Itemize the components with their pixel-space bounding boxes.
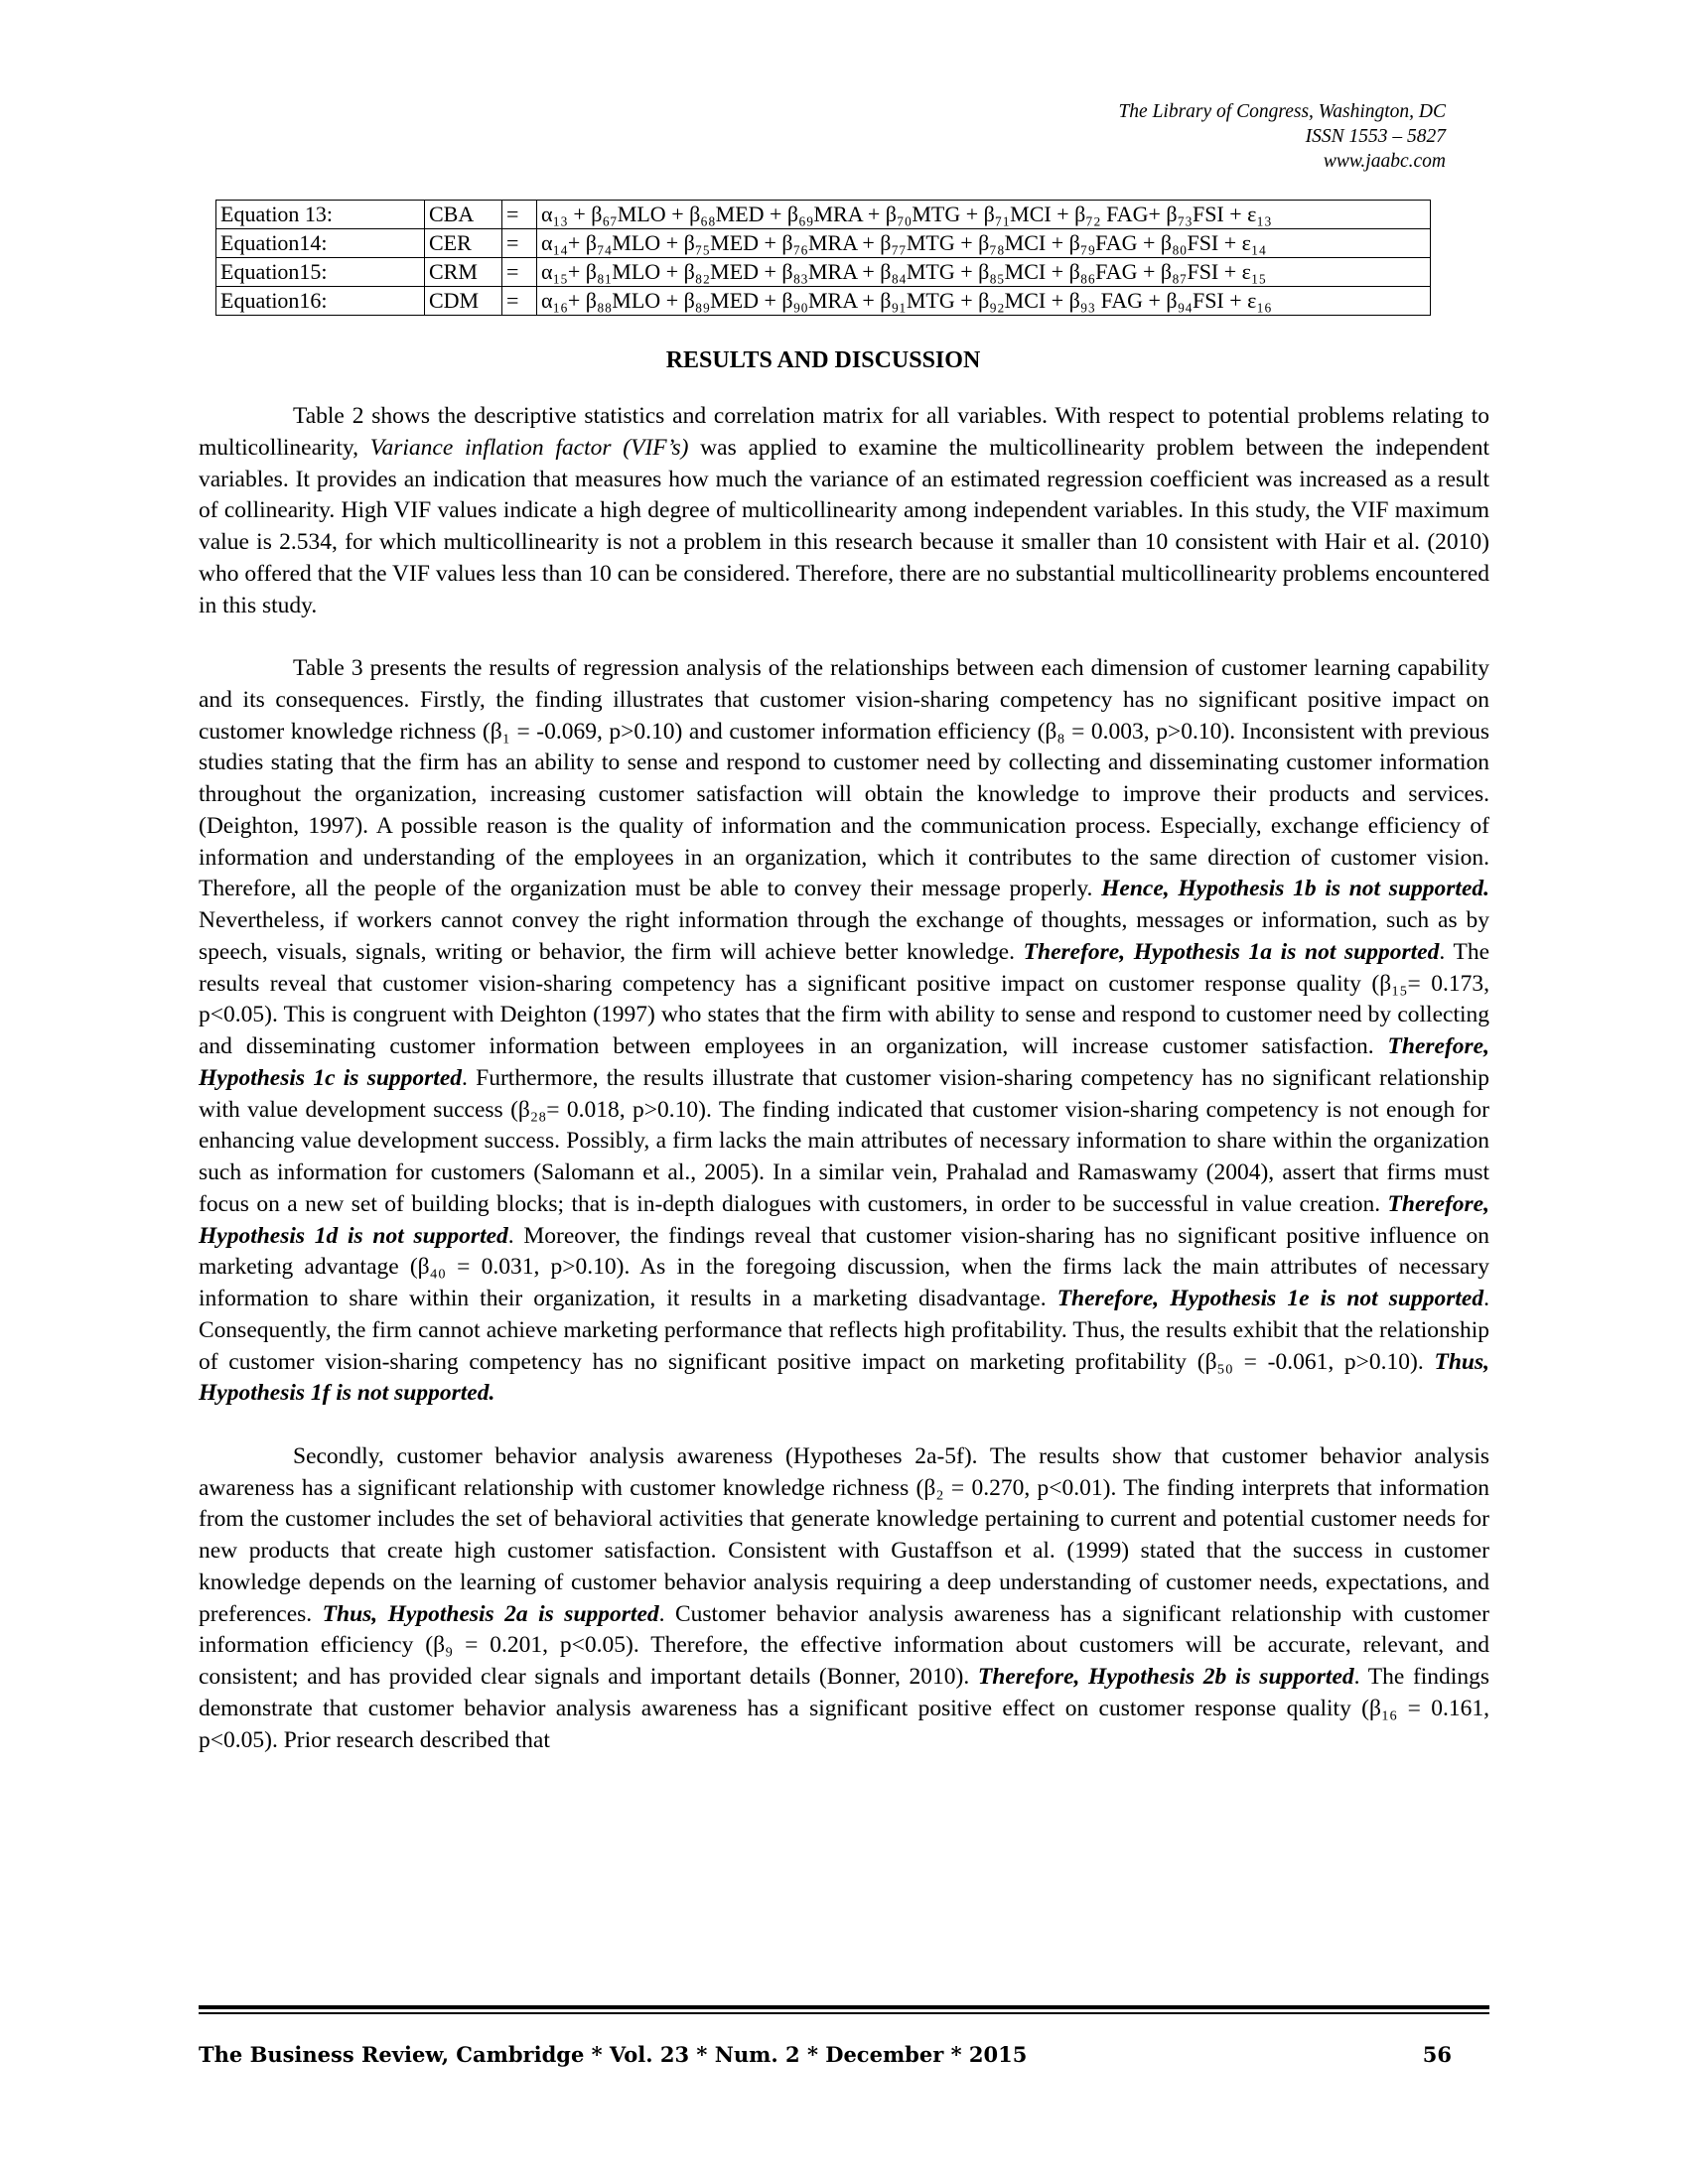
text-run: . The results reveal that customer vision-sharing competency has a significant positive impact on customer response quality (β₁₅= 0.173, p<0.05). This is congruent with Deighton (1997) who states that the firm with ability to sense and respond to customer need by collecting and disseminating customer information between employees in an organization, will increase customer satisfaction. bbox=[199, 938, 1489, 1059]
text-run: . Moreover, the findings reveal that customer vision-sharing has no significant positive influence on marketing advantage (β₄₀ = 0.031, p>0.10). As in the foregoing discussion, when the firms lack the main attributes of necessary information to share within their organization, it results in a marketing disadvantage. bbox=[199, 1222, 1489, 1311]
page-number: 56 bbox=[1422, 2042, 1452, 2067]
equation-row bbox=[216, 201, 1431, 229]
article-body bbox=[199, 401, 1489, 1788]
footer-rule-thin bbox=[199, 2012, 1489, 2014]
page-footer bbox=[199, 2040, 1489, 2070]
header-issn-line: ISSN 1553 – 5827 bbox=[1305, 126, 1446, 147]
header-website-line: www.jaabc.com bbox=[1323, 151, 1446, 172]
equals-sign: = bbox=[502, 229, 537, 258]
header-library-line: The Library of Congress, Washington, DC bbox=[1118, 101, 1446, 122]
hypothesis-1a-result: Therefore, Hypothesis 1a is not supported bbox=[1023, 938, 1440, 965]
equation-expression: α₁₅+ β₈₁MLO + β₈₂MED + β₈₃MRA + β₈₄MTG + β₈₅MCI + β₈₆FAG + β₈₇FSI + ε₁₅ bbox=[537, 258, 1431, 287]
hypothesis-2a-result: Thus, Hypothesis 2a is supported bbox=[322, 1600, 659, 1627]
section-heading: RESULTS AND DISCUSSION bbox=[665, 347, 981, 373]
hypothesis-1c-result: Therefore, Hypothesis 1c is supported bbox=[199, 1033, 1489, 1091]
hypothesis-2b-result: Therefore, Hypothesis 2b is supported bbox=[977, 1664, 1354, 1690]
text-run: Secondly, customer behavior analysis awareness (Hypotheses 2a-5f). The results show that customer behavior analysis awareness has a significant relationship with customer knowledge richness (β₂ = 0.270, p<0.01). The finding interprets that information from the customer includes the set of behavioral activities that generate knowledge pertaining to current and potential customer needs for new products that create high customer satisfaction. Consistent with Gustaffson et al. (1999) stated that the success in customer knowledge depends on the learning of customer behavior analysis requiring a deep understanding of customer needs, expectations, and preferences. bbox=[199, 1442, 1489, 1627]
text-run: . Furthermore, the results illustrate that customer vision-sharing competency has no significant relationship with value development success (β₂₈= 0.018, p>0.10). The finding indicated that customer vision-sharing competency is not enough for enhancing value development success. Possibly, a firm lacks the main attributes of necessary information to share within the organization such as information for customers (Salomann et al., 2005). In a similar vein, Prahalad and Ramaswamy (2004), assert that firms must focus on a new set of building blocks; that is in-depth dialogues with customers, in order to be successful in value creation. bbox=[199, 1064, 1489, 1217]
hypothesis-1b-result: Hence, Hypothesis 1b is not supported. bbox=[1101, 876, 1489, 902]
equals-sign: = bbox=[502, 287, 537, 316]
equation-label: Equation 13: bbox=[216, 201, 425, 229]
text-run: Table 3 presents the results of regression analysis of the relationships between each dimension of customer learning capability and its consequences. Firstly, the finding illustrates that customer vision-sharing competency has no significant positive impact on customer knowledge richness (β₁ = -0.069, p>0.10) and customer information efficiency (β₈ = 0.003, p>0.10). Inconsistent with previous studies stating that the firm has an ability to sense and respond to customer need by collecting and disseminating customer information throughout the organization, increasing customer satisfaction will obtain the knowledge to improve their products and services. (Deighton, 1997). A possible reason is the quality of information and the communication process. Especially, exchange efficiency of information and understanding of the employees in an organization, which it contributes to the same direction of customer vision. Therefore, all the people of the organization must be able to convey their message properly. bbox=[199, 655, 1489, 902]
text-run: Nevertheless, if workers cannot convey the right information through the exchange of thoughts, messages or information, such as by speech, visuals, signals, writing or behavior, the firm will achieve better knowledge. bbox=[199, 907, 1489, 965]
vif-term: Variance inflation factor (VIF’s) bbox=[369, 434, 689, 461]
journal-citation: The Business Review, Cambridge * Vol. 23 * Num. 2 * December * 2015 bbox=[199, 2042, 1028, 2067]
text-run: Table 2 shows the descriptive statistics and correlation matrix for all variables. With respect to potential problems relating to multicollinearity, bbox=[199, 403, 1489, 461]
text-run: . The findings demonstrate that customer behavior analysis awareness has a significant positive effect on customer response quality (β₁₆ = 0.161, p<0.05). Prior research described that bbox=[199, 1664, 1489, 1753]
equation-row bbox=[216, 287, 1431, 316]
equation-expression: α₁₆+ β₈₈MLO + β₈₉MED + β₉₀MRA + β₉₁MTG + β₉₂MCI + β₉₃ FAG + β₉₄FSI + ε₁₆ bbox=[537, 287, 1431, 316]
hypothesis-1e-result: Therefore, Hypothesis 1e is not supported bbox=[1056, 1286, 1484, 1311]
equation-expression: α₁₃ + β₆₇MLO + β₆₈MED + β₆₉MRA + β₇₀MTG + β₇₁MCI + β₇₂ FAG+ β₇₃FSI + ε₁₃ bbox=[537, 201, 1431, 229]
equation-label: Equation14: bbox=[216, 229, 425, 258]
equals-sign: = bbox=[502, 258, 537, 287]
equations-table bbox=[215, 200, 1431, 316]
hypothesis-1d-result: Therefore, Hypothesis 1d is not supported bbox=[199, 1190, 1489, 1249]
equation-row bbox=[216, 258, 1431, 287]
paragraph-hypothesis-2 bbox=[199, 1441, 1489, 1757]
paragraph-hypothesis-1 bbox=[199, 653, 1489, 1410]
equation-row bbox=[216, 229, 1431, 258]
equation-expression: α₁₄+ β₇₄MLO + β₇₅MED + β₇₆MRA + β₇₇MTG + β₇₈MCI + β₇₉FAG + β₈₀FSI + ε₁₄ bbox=[537, 229, 1431, 258]
hypothesis-1f-result: Thus, Hypothesis 1f is not supported. bbox=[199, 1348, 1489, 1407]
equation-label: Equation15: bbox=[216, 258, 425, 287]
equation-variable: CRM bbox=[425, 258, 502, 287]
footer-rule-thick bbox=[199, 2005, 1489, 2009]
text-run: was applied to examine the multicollinearity problem between the independent variables. It provides an indication that measures how much the variance of an estimated regression coefficient was increased as a result of collinearity. High VIF values indicate a high degree of multicollinearity among independent variables. In this study, the VIF maximum value is 2.534, for which multicollinearity is not a problem in this research because it smaller than 10 consistent with Hair et al. (2010) who offered that the VIF values less than 10 can be considered. Therefore, there are no substantial multicollinearity problems encountered in this study. bbox=[199, 434, 1489, 618]
text-run: . Consequently, the firm cannot achieve marketing performance that reflects high profitability. Thus, the results exhibit that the relationship of customer vision-sharing competency has no significant positive impact on marketing profitability (β₅₀ = -0.061, p>0.10). bbox=[199, 1286, 1489, 1375]
running-header bbox=[1118, 99, 1446, 174]
equation-label: Equation16: bbox=[216, 287, 425, 316]
equals-sign: = bbox=[502, 201, 537, 229]
equation-variable: CER bbox=[425, 229, 502, 258]
equation-variable: CBA bbox=[425, 201, 502, 229]
paragraph-vif bbox=[199, 401, 1489, 621]
equation-variable: CDM bbox=[425, 287, 502, 316]
text-run: . Customer behavior analysis awareness has a significant relationship with customer information efficiency (β₉ = 0.201, p<0.05). Therefore, the effective information about customers will be accurate, relevant, and consistent; and has provided clear signals and important details (Bonner, 2010). bbox=[199, 1600, 1489, 1690]
